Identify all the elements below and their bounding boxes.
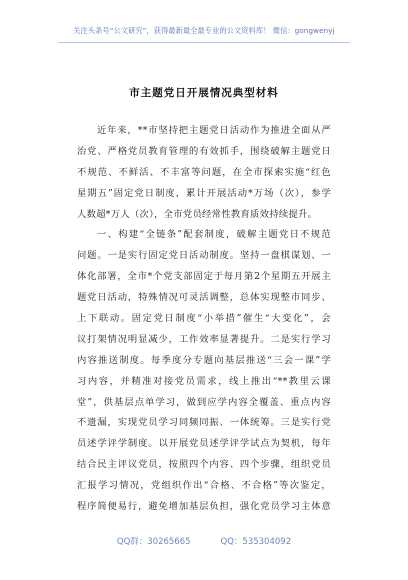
body-line: 员述学评学制度。以开展党员述学评学试点为契机，每年: [77, 438, 331, 450]
header-divider: [58, 42, 350, 43]
body-line: 不规范、不鲜活、不丰富等问题，在全市探索实施“红色: [77, 166, 331, 178]
body-line: 治党、严格党员教育管理的有效抓手，围绕破解主题党日: [77, 145, 331, 157]
footer-qq-group: QQ群：30265665: [116, 537, 191, 547]
body-line: 结合民主评议党员，按照四个内容、四个步骤，组织党员: [77, 459, 331, 471]
footer-qq-number: QQ：535304092: [220, 537, 292, 547]
body-line: 体化部署，全市*个党支部固定于每月第2个星期五开展主: [77, 271, 331, 283]
body-line: 汇报学习情况，党组织作出“合格、不合格”等次鉴定，: [77, 480, 331, 492]
body-line: 题党日活动，特殊情况可灵活调整，总体实现整市同步、: [77, 292, 331, 304]
body-line: 问题。一是实行固定党日活动制度。坚持一盘棋谋划、一: [77, 250, 331, 262]
body-line: 近年来，**市坚持把主题党日活动作为推进全面从严: [97, 125, 331, 136]
body-line: 习内容，并精准对接党员需求，线上推出“**教里云课: [77, 375, 331, 387]
footer-contact: [0, 535, 408, 547]
document-title: 市主题党日开展情况典型材料: [129, 87, 279, 99]
body-line: 人数超*万人（次），全市党员经常性教育质效持续提升。: [77, 208, 318, 220]
body-line: 堂”，供基层点单学习，做到应学内容全覆盖、重点内容: [77, 396, 331, 408]
body-line: 议打架情况明显减少，工作效率显著提升。二是实行学习: [77, 333, 331, 345]
top-banner: 关注头条号“公文研究”，获得最新最全最专业的公文资料库！ 微信：gongwenyj: [73, 26, 335, 35]
body-line: 内容推送制度。每季度分专题向基层推送“三会一课”学: [77, 354, 331, 366]
body-line: 程序简便易行，避免增加基层负担，强化党员学习主体意: [77, 501, 331, 513]
body-line: 上下联动。固定党日制度“小举措”催生“大变化”，会: [77, 313, 331, 325]
body-line: 不遗漏，实现党员学习同频同振、一体统筹。三是实行党: [77, 417, 331, 429]
body-line: 星期五”固定党日制度，累计开展活动*万场（次），参学: [77, 187, 331, 199]
section-heading-line: 一、构建“全链条”配套制度，破解主题党日不规范: [97, 229, 331, 241]
body-text: [77, 121, 331, 518]
